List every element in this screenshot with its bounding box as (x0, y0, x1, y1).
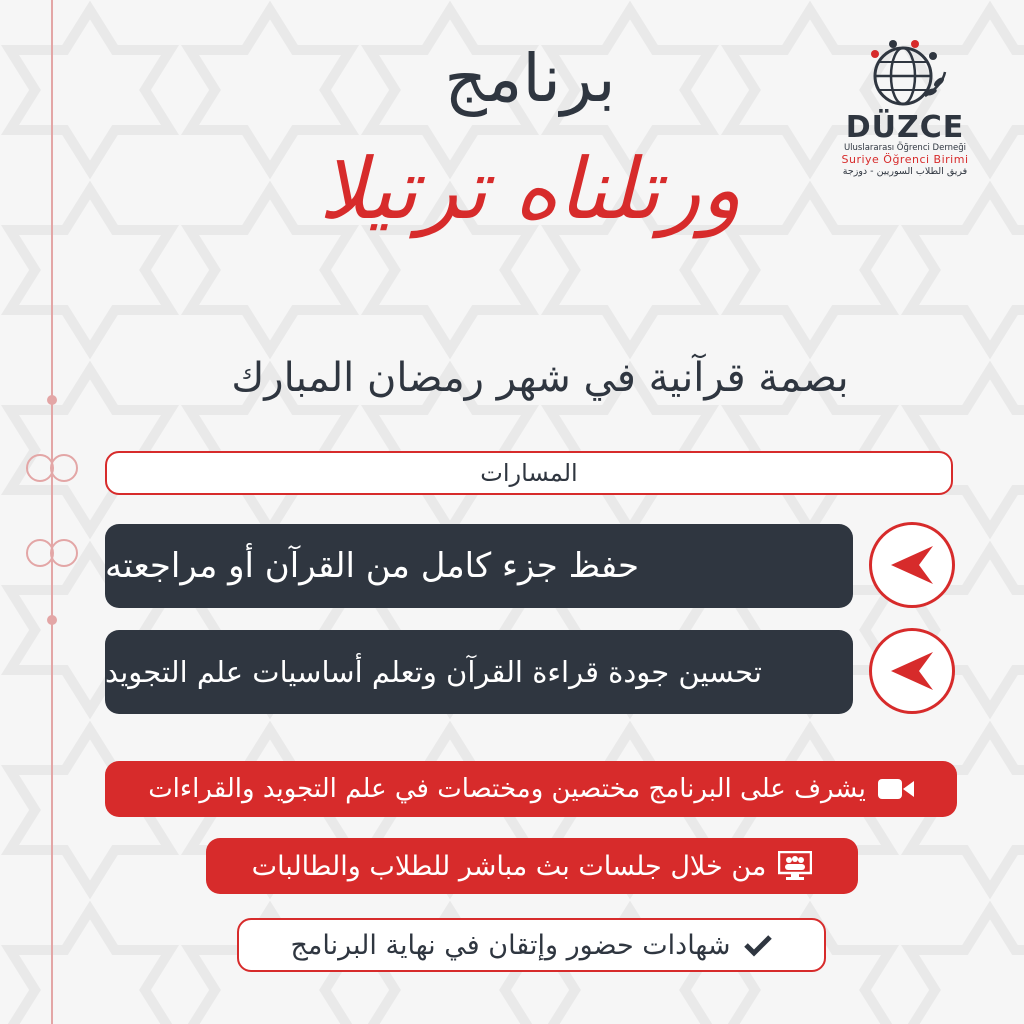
tracks-header: المسارات (105, 451, 953, 495)
logo-unit: Suriye Öğrenci Birimi (841, 153, 969, 166)
track-item-tajweed (105, 630, 853, 714)
logo-association: Uluslararası Öğrenci Derneği (843, 143, 967, 153)
feature-label: يشرف على البرنامج مختصين ومختصات في علم التجويد والقراءات (148, 774, 866, 804)
video-camera-icon (878, 777, 914, 801)
logo-name: DÜZCE (845, 110, 965, 145)
feature-live-sessions (206, 838, 858, 894)
track-item-memorize (105, 524, 853, 608)
checkmark-icon (743, 933, 773, 957)
globe-icon (835, 38, 975, 110)
feature-label: شهادات حضور وإتقان في نهاية البرنامج (290, 929, 731, 961)
feature-certificates (237, 918, 826, 972)
program-name-calligraphy: ورتلناه ترتيلا (318, 140, 742, 238)
arrow-left-icon (869, 628, 955, 714)
feature-label: من خلال جلسات بث مباشر للطلاب والطالبات (251, 850, 767, 882)
duzce-logo (835, 38, 975, 177)
logo-team: فريق الطلاب السوريين - دوزجة (842, 166, 968, 177)
track-label: تحسين جودة قراءة القرآن وتعلم أساسيات علم التجويد (105, 655, 762, 689)
monitor-group-icon (778, 851, 812, 881)
program-title: برنامج (444, 40, 616, 117)
feature-supervisors (105, 761, 957, 817)
track-label: حفظ جزء كامل من القرآن أو مراجعته (105, 546, 640, 586)
program-subtitle: بصمة قرآنية في شهر رمضان المبارك (231, 355, 849, 401)
arrow-left-icon (869, 522, 955, 608)
